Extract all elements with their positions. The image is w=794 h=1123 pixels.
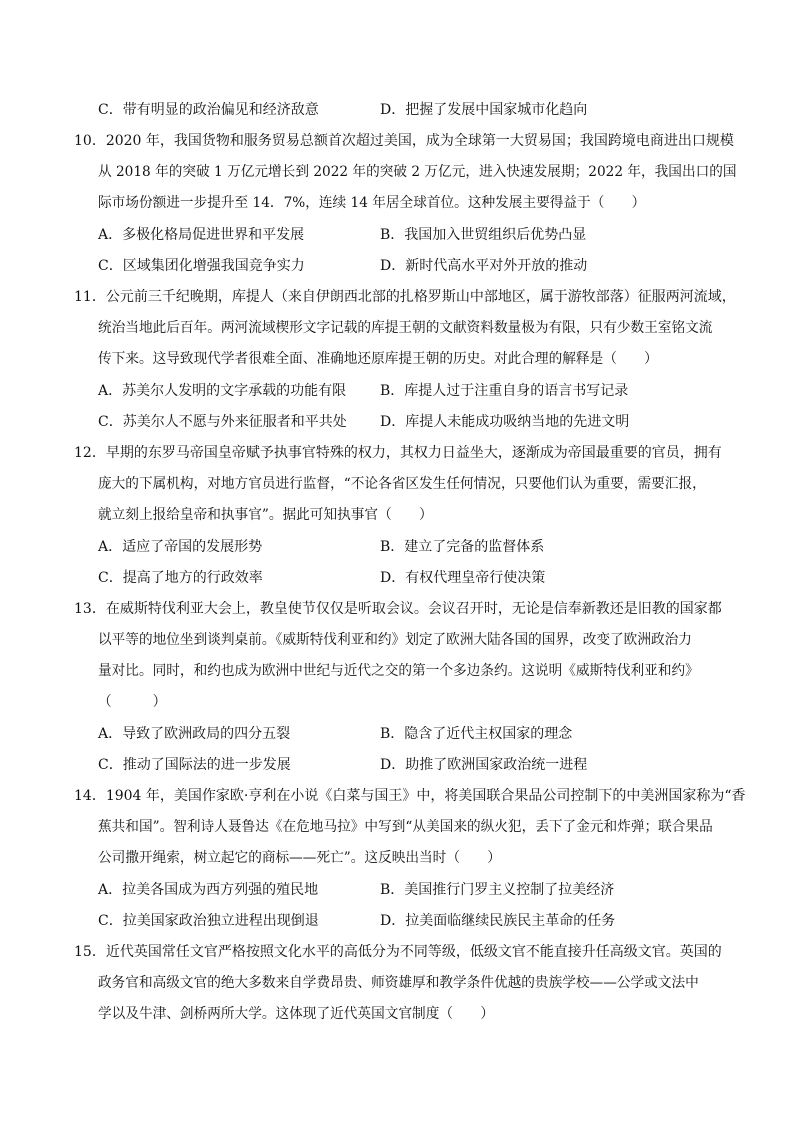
- q11-option-a: A．苏美尔人发明的文字承载的功能有限: [98, 383, 347, 399]
- q14-stem-line1: 14．1904 年，美国作家欧·亨利在小说《白菜与国王》中，将美国联合果品公司控制下的中美洲国家称为“香: [74, 788, 746, 804]
- q13-option-a: A．导致了欧洲政局的四分五裂: [98, 726, 291, 742]
- q10-option-c: C．区域集团化增强我国竞争实力: [98, 258, 305, 274]
- q13-option-c: C．推动了国际法的进一步发展: [98, 757, 291, 773]
- q11-option-c: C．苏美尔人不愿与外来征服者和平共处: [98, 414, 347, 430]
- q13-stem-line3: 量对比。同时，和约也成为欧洲中世纪与近代之交的第一个多边条约。这说明《威斯特伐利亚和约》: [98, 663, 699, 679]
- q13-answer-blank: （ ）: [98, 694, 167, 710]
- q12-option-c: C．提高了地方的行政效率: [98, 570, 263, 586]
- q9-option-d: D．把握了发展中国家城市化趋向: [380, 102, 588, 118]
- q14-option-a: A．拉美各国成为西方列强的殖民地: [98, 882, 319, 898]
- q11-stem-line2: 统治当地此后百年。两河流域楔形文字记载的库提王朝的文献资料数量极为有限，只有少数王室铭文流: [98, 320, 713, 336]
- q12-option-d: D．有权代理皇帝行使决策: [380, 570, 546, 586]
- q11-stem-line3: 传下来。这导致现代学者很难全面、准确地还原库提王朝的历史。对此合理的解释是（ ）: [98, 351, 658, 367]
- q10-option-b: B．我国加入世贸组织后优势凸显: [380, 227, 587, 243]
- q15-stem-line1: 15．近代英国常任文官严格按照文化水平的高低分为不同等级，低级文官不能直接升任高级文官。英国的: [74, 944, 722, 960]
- q11-stem-line1: 11．公元前三千纪晚期，库提人（来自伊朗西北部的扎格罗斯山中部地区，属于游牧部落）征服两河流域，: [74, 289, 736, 305]
- q14-option-d: D．拉美面临继续民族民主革命的任务: [380, 913, 616, 929]
- q12-stem-line1: 12．早期的东罗马帝国皇帝赋予执事官特殊的权力，其权力日益坐大，逐渐成为帝国最重要的官员，拥有: [74, 445, 722, 461]
- q15-stem-line3: 学以及牛津、剑桥两所大学。这体现了近代英国文官制度（ ）: [98, 1006, 494, 1022]
- q13-option-d: D．助推了欧洲国家政治统一进程: [380, 757, 588, 773]
- q14-stem-line2: 蕉共和国”。智利诗人聂鲁达《在危地马拉》中写到“从美国来的纵火犯，丢下了金元和炸弹；联合果品: [98, 819, 713, 835]
- q10-stem-line3: 际市场份额进一步提升至 14．7%，连续 14 年居全球首位。这种发展主要得益于（ ）: [98, 195, 646, 211]
- q13-option-b: B．隐含了近代主权国家的理念: [380, 726, 573, 742]
- q10-stem-line2: 从 2018 年的突破 1 万亿元增长到 2022 年的突破 2 万亿元，进入快速发展期；2022 年，我国出口的国: [98, 164, 737, 180]
- q10-option-a: A．多极化格局促进世界和平发展: [98, 227, 305, 243]
- q11-option-b: B．库提人过于注重自身的语言书写记录: [380, 383, 629, 399]
- q14-option-c: C．拉美国家政治独立进程出现倒退: [98, 913, 319, 929]
- q12-option-a: A．适应了帝国的发展形势: [98, 539, 263, 555]
- q15-stem-line2: 政务官和高级文官的绝大多数来自学费昂贵、师资雄厚和教学条件优越的贵族学校——公学或文法中: [98, 975, 699, 991]
- q12-stem-line2: 庞大的下属机构，对地方官员进行监督，“不论各省区发生任何情况，只要他们认为重要，需要汇报，: [98, 476, 706, 492]
- q14-option-b: B．美国推行门罗主义控制了拉美经济: [380, 882, 615, 898]
- q10-stem-line1: 10．2020 年，我国货物和服务贸易总额首次超过美国，成为全球第一大贸易国；我国跨境电商进出口规模: [74, 133, 734, 149]
- q11-option-d: D．库提人未能成功吸纳当地的先进文明: [380, 414, 630, 430]
- q12-option-b: B．建立了完备的监督体系: [380, 539, 545, 555]
- q9-option-c: C．带有明显的政治偏见和经济敌意: [98, 102, 319, 118]
- q12-stem-line3: 就立刻上报给皇帝和执事官”。据此可知执事官（ ）: [98, 507, 433, 523]
- q10-option-d: D．新时代高水平对外开放的推动: [380, 258, 588, 274]
- q13-stem-line2: 以平等的地位坐到谈判桌前。《威斯特伐利亚和约》划定了欧洲大陆各国的国界，改变了欧洲政治力: [98, 632, 692, 648]
- q14-stem-line3: 公司撒开绳索，树立起它的商标——死亡”。这反映出当时（ ）: [98, 850, 501, 866]
- q13-stem-line1: 13．在威斯特伐利亚大会上，教皇使节仅仅是听取会议。会议召开时，无论是信奉新教还是旧教的国家都: [74, 601, 722, 617]
